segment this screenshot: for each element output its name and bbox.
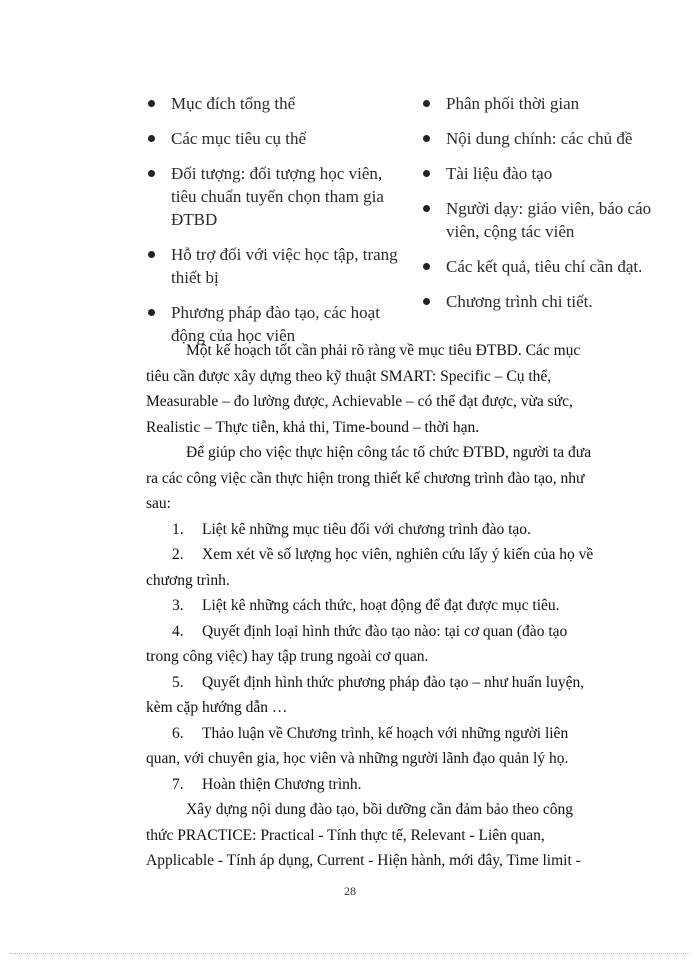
bullet-item: [145, 92, 410, 115]
bullet-list-left: [145, 92, 410, 359]
bullet-dot-icon: [423, 298, 430, 305]
step-text: Quyết định hình thức phương pháp đào tạo – như huấn luyện, kèm cặp hướng dẫn …: [146, 673, 585, 716]
step-item: [146, 542, 598, 593]
bullet-dot-icon: [423, 100, 430, 107]
step-text: Quyết định loại hình thức đào tạo nào: tại cơ quan (đào tạo trong công việc) hay tập trung ngoài cơ quan.: [146, 622, 568, 665]
step-item: [146, 721, 598, 772]
bullet-item: [420, 127, 670, 150]
bullet-text: Người dạy: giáo viên, báo cáo viên, cộng tác viên: [446, 199, 652, 241]
step-number: 3.: [172, 597, 184, 614]
bullet-dot-icon: [148, 251, 155, 258]
step-text: Thảo luận về Chương trình, kế hoạch với những người liên quan, với chuyên gia, học viên và những người lãnh đạo quản lý họ.: [146, 724, 569, 767]
step-item: [146, 619, 598, 670]
bullet-item: [145, 243, 410, 289]
step-number: 7.: [172, 775, 184, 793]
bullet-dot-icon: [148, 100, 155, 107]
bullet-dot-icon: [148, 170, 155, 177]
bullet-dot-icon: [423, 170, 430, 177]
step-text: Hoàn thiện Chương trình.: [202, 775, 362, 793]
step-number: 2.: [172, 546, 184, 563]
bullet-item: [145, 162, 410, 231]
bullet-dot-icon: [148, 309, 155, 316]
paragraph-intro-steps: Để giúp cho việc thực hiện công tác tổ chức ĐTBD, người ta đưa ra các công việc cần thực hiện trong thiết kế chương trình đào tạo, như sau:: [146, 444, 592, 512]
bullet-item: [420, 255, 670, 278]
page-number: 28: [344, 884, 356, 898]
step-number: 5.: [172, 673, 184, 691]
bullet-text: Nội dung chính: các chủ đề: [446, 129, 633, 148]
bullet-item: [420, 162, 670, 185]
bullet-columns: [145, 92, 670, 359]
bullet-text: Phân phối thời gian: [446, 94, 580, 113]
bullet-text: Các kết quả, tiêu chí cần đạt.: [446, 257, 643, 276]
bullet-dot-icon: [423, 263, 430, 270]
bullet-text: Các mục tiêu cụ thể: [171, 129, 307, 148]
bullet-text: Đối tượng: đối tượng học viên, tiêu chuẩn tuyển chọn tham gia ĐTBD: [171, 164, 384, 229]
bullet-text: Mục đích tổng thể: [171, 94, 296, 113]
bullet-text: Phương pháp đào tạo, các hoạt động của học viên: [171, 303, 380, 345]
bullet-item: [145, 127, 410, 150]
page-bottom-divider: [10, 953, 690, 954]
step-item: [146, 517, 598, 543]
paragraph-smart: Một kế hoạch tốt cần phải rõ ràng về mục tiêu ĐTBD. Các mục tiêu cần được xây dựng theo kỹ thuật SMART: Specific – Cụ thể, Measurable – đo lường được, Achievable – có thể đạt được, vừa sức, Realistic – Thực tiễn, khả thi, Time-bound – thời hạn.: [146, 342, 581, 436]
step-item: [146, 772, 598, 798]
bullet-text: Chương trình chi tiết.: [446, 292, 593, 311]
bullet-item: [420, 290, 670, 313]
bullet-dot-icon: [148, 135, 155, 142]
bullet-item: [420, 197, 670, 243]
step-number: 4.: [172, 622, 184, 640]
body-text: [146, 338, 598, 874]
bullet-text: Tài liệu đào tạo: [446, 164, 553, 183]
bullet-dot-icon: [423, 205, 430, 212]
step-number: 6.: [172, 724, 184, 742]
step-number: 1.: [172, 520, 184, 538]
bullet-list-right: [420, 92, 670, 359]
bullet-dot-icon: [423, 135, 430, 142]
bullet-item: [420, 92, 670, 115]
bullet-text: Hỗ trợ đối với việc học tập, trang thiết bị: [171, 245, 398, 287]
step-text: Liệt kê những mục tiêu đối với chương trình đào tạo.: [202, 520, 531, 538]
step-item: [146, 670, 598, 721]
step-text: Xem xét về số lượng học viên, nghiên cứu lấy ý kiến của họ về chương trình.: [146, 546, 594, 589]
step-text: Liệt kê những cách thức, hoạt động để đạt được mục tiêu.: [202, 597, 560, 614]
step-item: [146, 593, 598, 619]
paragraph-practice: Xây dựng nội dung đào tạo, bồi dưỡng cần đảm bảo theo công thức PRACTICE: Practical - Tính thực tế, Relevant - Liên quan, Applicable - Tính áp dụng, Current - Hiện hành, mới đây, Time limit -: [146, 801, 581, 869]
